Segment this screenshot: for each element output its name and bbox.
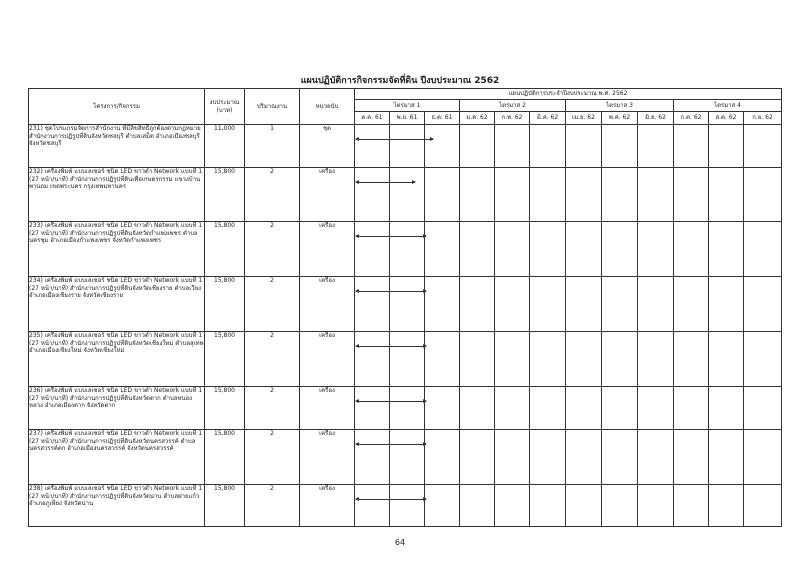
month-cell [530, 387, 566, 430]
project-cell: 235) เครื่องพิมพ์ แบบเลเซอร์ ชนิด LED ขาวดำ Network แบบที่ 1 (27 หน้า/นาที) สำนักงานการปฏิรูปที่ดินจังหวัดเชียงใหม่ ตำบลสุเทพ อำเภอเมืองเชียงใหม่ จังหวัดเชียงใหม่ [29, 332, 205, 387]
project-cell: 238) เครื่องพิมพ์ แบบเลเซอร์ ชนิด LED ขาวดำ Network แบบที่ 1 (27 หน้า/นาที) สำนักงานการปฏิรูปที่ดินจังหวัดน่าน ตำบลฝายแก้ว อำเภอภูเพียง จังหวัดน่าน [29, 485, 205, 527]
month-cell [566, 168, 602, 222]
project-cell: 233) เครื่องพิมพ์ แบบเลเซอร์ ชนิด LED ขาวดำ Network แบบที่ 1 (27 หน้า/นาที) สำนักงานการปฏิรูปที่ดินจังหวัดกำแพงเพชร ตำบลนครชุม อำเภอเมืองกำแพงเพชร จังหวัดกำแพงเพชร [29, 222, 205, 277]
header-month: ก.ค. 62 [674, 112, 709, 125]
budget-cell: 15,800 [205, 168, 245, 222]
month-cell [355, 222, 390, 277]
month-cell [744, 222, 782, 277]
month-cell [460, 168, 495, 222]
month-cell [355, 430, 390, 485]
month-cell [460, 430, 495, 485]
header-month: ก.พ. 62 [495, 112, 530, 125]
month-cell [566, 485, 602, 527]
header-project: โครงการ/กิจกรรม [29, 89, 205, 125]
budget-cell: 15,800 [205, 387, 245, 430]
month-cell [744, 277, 782, 332]
month-cell [425, 387, 460, 430]
month-cell [460, 387, 495, 430]
month-cell [495, 332, 530, 387]
month-cell [674, 277, 709, 332]
month-cell [390, 430, 425, 485]
header-month: มิ.ย. 62 [638, 112, 674, 125]
table-row [29, 277, 782, 332]
month-cell [530, 168, 566, 222]
month-cell [602, 222, 638, 277]
month-cell [530, 125, 566, 168]
month-cell [674, 125, 709, 168]
unit-cell: เครื่อง [300, 332, 355, 387]
month-cell [460, 222, 495, 277]
header-quarter: ไตรมาส 1 [355, 100, 460, 112]
month-cell [566, 387, 602, 430]
month-cell [566, 332, 602, 387]
header-quarter: ไตรมาส 2 [460, 100, 566, 112]
month-cell [390, 485, 425, 527]
header-schedule: แผนปฏิบัติการประจำปีงบประมาณ พ.ศ. 2562 [355, 89, 782, 100]
unit-cell: เครื่อง [300, 222, 355, 277]
header-quarter: ไตรมาส 4 [674, 100, 782, 112]
table-row [29, 485, 782, 527]
unit-cell: ชุด [300, 125, 355, 168]
month-cell [355, 387, 390, 430]
budget-cell: 11,000 [205, 125, 245, 168]
month-cell [638, 332, 674, 387]
month-cell [674, 485, 709, 527]
month-cell [530, 332, 566, 387]
month-cell [602, 387, 638, 430]
month-cell [390, 277, 425, 332]
header-month: ก.ย. 62 [744, 112, 782, 125]
month-cell [709, 222, 744, 277]
header-quantity: ปริมาณงาน [245, 89, 300, 125]
month-cell [495, 387, 530, 430]
unit-cell: เครื่อง [300, 387, 355, 430]
header-month: ส.ค. 62 [709, 112, 744, 125]
month-cell [390, 125, 425, 168]
month-cell [709, 430, 744, 485]
header-unit: หน่วยนับ [300, 89, 355, 125]
page-number: 64 [394, 538, 406, 547]
month-cell [709, 125, 744, 168]
month-cell [602, 332, 638, 387]
month-cell [495, 168, 530, 222]
table-row [29, 125, 782, 168]
header-month: ธ.ค. 61 [425, 112, 460, 125]
month-cell [638, 168, 674, 222]
month-cell [390, 387, 425, 430]
month-cell [709, 332, 744, 387]
header-month: ม.ค. 62 [460, 112, 495, 125]
header-budget-label: งบประมาณ [209, 99, 240, 106]
month-cell [744, 430, 782, 485]
quantity-cell: 2 [245, 387, 300, 430]
month-cell [744, 332, 782, 387]
month-cell [602, 277, 638, 332]
month-cell [425, 332, 460, 387]
month-cell [566, 125, 602, 168]
project-cell: 237) เครื่องพิมพ์ แบบเลเซอร์ ชนิด LED ขาวดำ Network แบบที่ 1 (27 หน้า/นาที) สำนักงานการปฏิรูปที่ดินจังหวัดนครสวรรค์ ตำบลนครสวรรค์ตก อำเภอเมืองนครสวรรค์ จังหวัดนครสวรรค์ [29, 430, 205, 485]
month-cell [495, 277, 530, 332]
month-cell [425, 125, 460, 168]
month-cell [495, 485, 530, 527]
month-cell [425, 485, 460, 527]
quantity-cell: 2 [245, 168, 300, 222]
month-cell [744, 485, 782, 527]
month-cell [566, 430, 602, 485]
budget-cell: 15,800 [205, 430, 245, 485]
month-cell [425, 222, 460, 277]
table-row [29, 387, 782, 430]
unit-cell: เครื่อง [300, 277, 355, 332]
month-cell [674, 430, 709, 485]
month-cell [390, 168, 425, 222]
table-row [29, 332, 782, 387]
month-cell [744, 125, 782, 168]
month-cell [566, 277, 602, 332]
month-cell [709, 485, 744, 527]
month-cell [674, 332, 709, 387]
month-cell [638, 277, 674, 332]
budget-cell: 15,800 [205, 277, 245, 332]
month-cell [355, 332, 390, 387]
month-cell [530, 485, 566, 527]
month-cell [460, 125, 495, 168]
month-cell [602, 125, 638, 168]
month-cell [355, 485, 390, 527]
month-cell [602, 168, 638, 222]
header-month: เม.ย. 62 [566, 112, 602, 125]
month-cell [460, 332, 495, 387]
month-cell [674, 387, 709, 430]
header-quarter: ไตรมาส 3 [566, 100, 674, 112]
quantity-cell: 2 [245, 430, 300, 485]
project-cell: 232) เครื่องพิมพ์ แบบเลเซอร์ ชนิด LED ขาวดำ Network แบบที่ 1 (27 หน้า/นาที) สำนักงานการปฏิรูปที่ดินเพื่อเกษตรกรรม แขวงบ้านพานถม เขตพระนคร กรุงเทพมหานคร [29, 168, 205, 222]
month-cell [355, 168, 390, 222]
header-budget [205, 89, 245, 125]
month-cell [709, 387, 744, 430]
month-cell [355, 125, 390, 168]
header-month: มี.ค. 62 [530, 112, 566, 125]
month-cell [602, 430, 638, 485]
quantity-cell: 2 [245, 277, 300, 332]
month-cell [495, 125, 530, 168]
unit-cell: เครื่อง [300, 168, 355, 222]
month-cell [425, 430, 460, 485]
month-cell [530, 277, 566, 332]
table-row [29, 168, 782, 222]
header-month: ต.ค. 61 [355, 112, 390, 125]
month-cell [744, 168, 782, 222]
month-cell [744, 387, 782, 430]
month-cell [566, 222, 602, 277]
budget-cell: 15,800 [205, 485, 245, 527]
quantity-cell: 1 [245, 125, 300, 168]
budget-cell: 15,800 [205, 222, 245, 277]
unit-cell: เครื่อง [300, 430, 355, 485]
page-title: แผนปฏิบัติการกิจกรรมจัดที่ดิน ปีงบประมาณ 2562 [300, 76, 500, 86]
month-cell [638, 125, 674, 168]
month-cell [355, 277, 390, 332]
table-row [29, 430, 782, 485]
header-month: พ.ค. 62 [602, 112, 638, 125]
month-cell [638, 222, 674, 277]
header-budget-unit: (บาท) [216, 106, 233, 114]
budget-cell: 15,800 [205, 332, 245, 387]
month-cell [530, 430, 566, 485]
month-cell [674, 168, 709, 222]
month-cell [460, 485, 495, 527]
quantity-cell: 2 [245, 222, 300, 277]
plan-table [28, 88, 782, 527]
month-cell [638, 485, 674, 527]
quantity-cell: 2 [245, 332, 300, 387]
month-cell [530, 222, 566, 277]
month-cell [709, 168, 744, 222]
project-cell: 231) ชุดโปรแกรมจัดการสำนักงาน ที่มีลิขสิทธิ์ถูกต้องตามกฎหมาย สำนักงานการปฏิรูปที่ดินจังหวัดชลบุรี ตำบลเสม็ด อำเภอเมืองชลบุรี จังหวัดชลบุรี [29, 125, 205, 168]
quantity-cell: 2 [245, 485, 300, 527]
month-cell [425, 168, 460, 222]
unit-cell: เครื่อง [300, 485, 355, 527]
project-cell: 234) เครื่องพิมพ์ แบบเลเซอร์ ชนิด LED ขาวดำ Network แบบที่ 1 (27 หน้า/นาที) สำนักงานการปฏิรูปที่ดินจังหวัดเชียงราย ตำบลเวียง อำเภอเมืองเชียงราย จังหวัดเชียงราย [29, 277, 205, 332]
project-cell: 236) เครื่องพิมพ์ แบบเลเซอร์ ชนิด LED ขาวดำ Network แบบที่ 1 (27 หน้า/นาที) สำนักงานการปฏิรูปที่ดินจังหวัดตาก ตำบลหนองหลวง อำเภอเมืองตาก จังหวัดตาก [29, 387, 205, 430]
month-cell [638, 430, 674, 485]
header-month: พ.ย. 61 [390, 112, 425, 125]
month-cell [390, 222, 425, 277]
month-cell [495, 222, 530, 277]
table-row [29, 222, 782, 277]
month-cell [709, 277, 744, 332]
month-cell [390, 332, 425, 387]
month-cell [495, 430, 530, 485]
month-cell [602, 485, 638, 527]
month-cell [425, 277, 460, 332]
month-cell [638, 387, 674, 430]
month-cell [460, 277, 495, 332]
month-cell [674, 222, 709, 277]
